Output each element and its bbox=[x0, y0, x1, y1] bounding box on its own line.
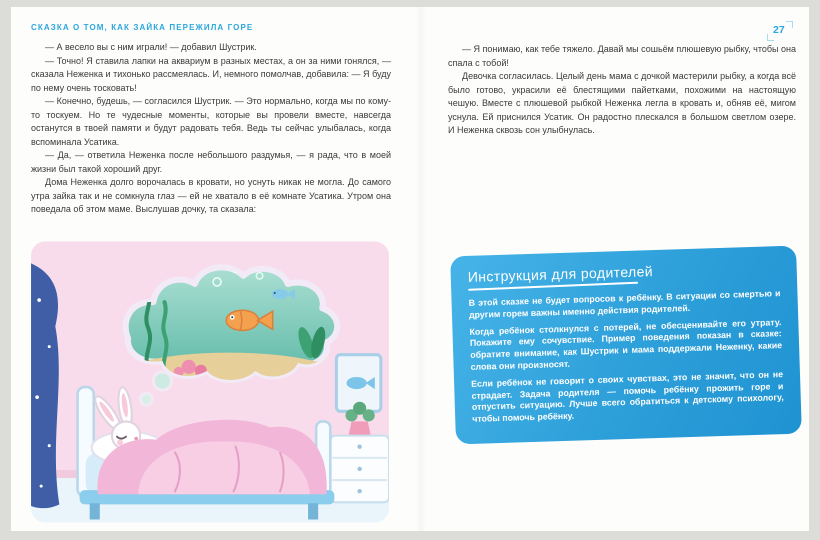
story-paragraph: — Я понимаю, как тебе тяжело. Давай мы сошьём плюшевую рыбку, чтобы она спала с тобой! bbox=[448, 44, 796, 68]
instruction-paragraph: Если ребёнок не говорит о своих чувствах, это не значит, что он не страдает. Задача родителя — помочь ребёнку прожить горе и отпустить ситуацию. Лучше всего обратиться к детскому психологу, чтобы помочь ребёнку. bbox=[470, 368, 784, 425]
story-paragraph: — Точно! Я ставила лапки на аквариум в разных местах, а он за ними гонялся, — сказала Неженка и тихонько рассмеялась. И, немного помолчав, добавила: — Я буду по нему очень тосковать! bbox=[31, 55, 391, 93]
story-paragraph: Дома Неженка долго ворочалась в кровати, но уснуть никак не могла. До самого утра зайка так и не сомкнула глаз — ей не хватало в её комнате Усатика. Утром она поведала об этом маме. Выслушав дочку, та сказала: bbox=[31, 177, 391, 214]
right-page-text bbox=[448, 43, 796, 138]
parents-instruction-title: Инструкция для родителей bbox=[467, 263, 654, 285]
corner-bracket-icon bbox=[767, 34, 774, 41]
parents-instruction-box bbox=[450, 246, 802, 445]
page-number-value: 27 bbox=[773, 24, 785, 36]
page-number bbox=[767, 21, 793, 41]
book-title: СКАЗКА О ТОМ, КАК ЗАЙКА ПЕРЕЖИЛА ГОРЕ bbox=[31, 23, 254, 32]
instruction-paragraph: В этой сказке не будет вопросов к ребёнку. В ситуации со смертью и другим горем важны именно действия родителей. bbox=[468, 288, 781, 320]
story-paragraph: — А весело вы с ним играли! — добавил Шустрик. bbox=[45, 42, 257, 52]
left-page-text bbox=[31, 41, 391, 217]
curtain bbox=[27, 262, 59, 508]
story-paragraph: — Конечно, будешь, — согласился Шустрик. — Это нормально, когда мы по кому-то тоскуем. Но те чудесные моменты, которые вы провели вместе, навсегда останутся в твоей памяти и будут радовать тебя. Ведь ты сейчас улыбалась, когда вспоминала Усатика. bbox=[31, 96, 391, 147]
story-paragraph: Девочка согласилась. Целый день мама с дочкой мастерили рыбку, а когда всё было готово, украсили её блестящими пайетками, похожими на настоящую чешую. Вместе с плюшевой рыбкой Неженка легла в кровать и, обняв её, мигом уснула. Ей приснился Усатик. Он радостно плескался в большом светлом озере. И Неженка сквозь сон улыбнулась. bbox=[448, 71, 796, 135]
story-illustration bbox=[27, 237, 393, 527]
story-paragraph: — Да, — ответила Неженка после небольшого раздумья, — я рада, что в моей жизни был такой хороший друг. bbox=[31, 150, 391, 174]
page-fold bbox=[416, 7, 426, 531]
instruction-paragraph: Когда ребёнок столкнулся с потерей, не обесценивайте его утрату. Покажите ему сочувствие. Пример поведения показан в сказке: обратите внимание, как Шустрик и мама поддержали Неженку, какие слова они произносят. bbox=[469, 316, 783, 372]
book-spread bbox=[11, 7, 809, 531]
corner-bracket-icon bbox=[786, 21, 793, 28]
